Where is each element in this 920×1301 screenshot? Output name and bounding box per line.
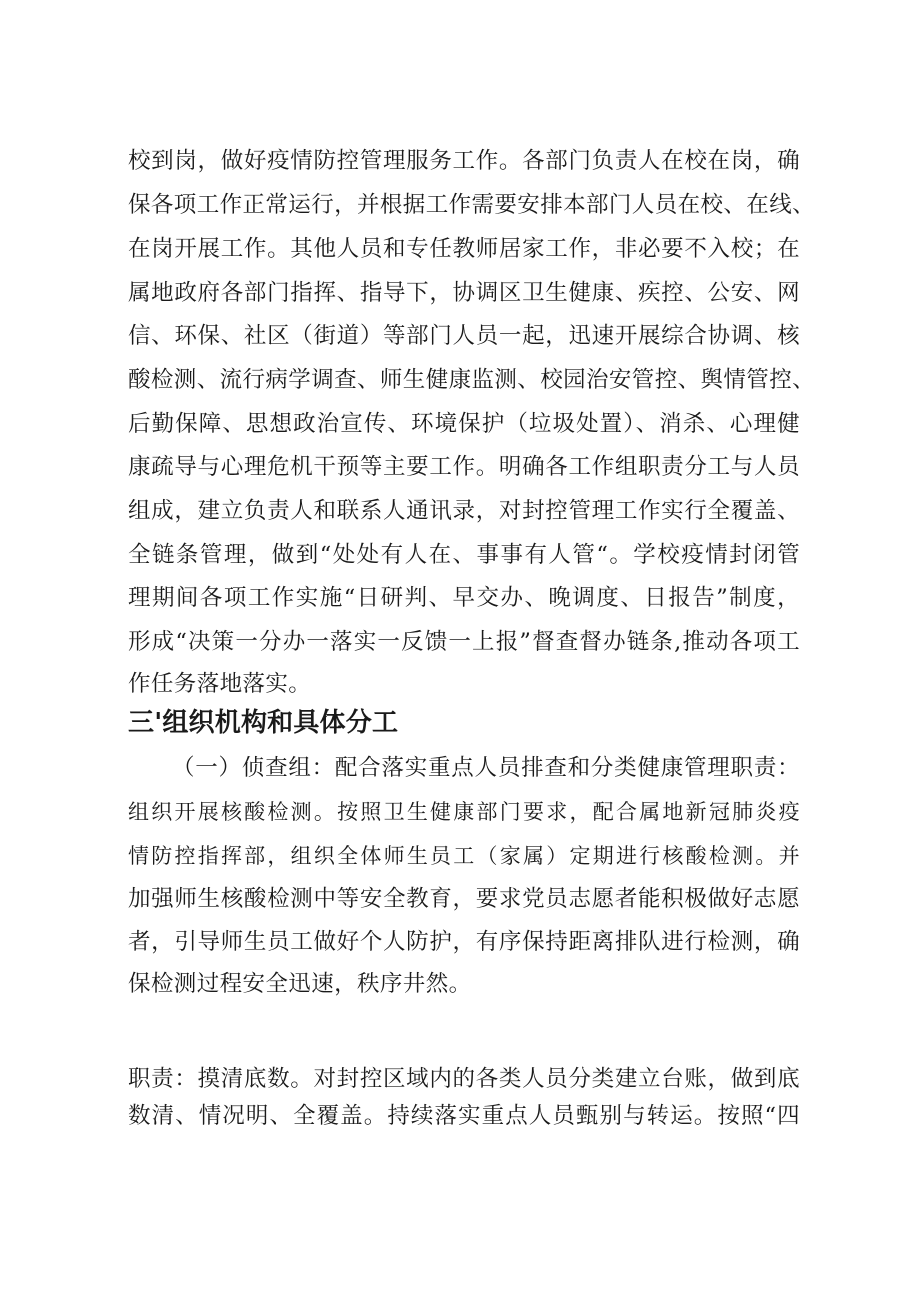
text-line: 属地政府各部门指挥、指导下，协调区卫生健康、疾控、公安、网: [128, 280, 800, 306]
text-line: 组成，建立负责人和联系人通讯录，对封控管理工作实行全覆盖、: [128, 498, 800, 524]
text-line: 组织开展核酸检测。按照卫生健康部门要求，配合属地新冠肺炎疫: [128, 800, 800, 824]
text-line: 作任务落地落实。: [128, 671, 312, 697]
text-line: 数清、情况明、全覆盖。持续落实重点人员甄别与转运。按照“四: [128, 1103, 800, 1129]
text-line: 形成“决策一分办一落实一反馈一上报”督查督办链条,推动各项工: [128, 629, 800, 655]
text-line: 理期间各项工作实施“日研判、早交办、晚调度、日报告”制度，: [128, 585, 800, 611]
text-line: 全链条管理，做到“处处有人在、事事有人管“。学校疫情封闭管: [128, 542, 800, 568]
text-line: 在岗开展工作。其他人员和专任教师居家工作，非必要不入校；在: [128, 236, 800, 262]
text-line: 保检测过程安全迅速，秩序井然。: [128, 971, 472, 997]
text-line: 者，引导师生员工做好个人防护，有序保持距离排队进行检测，确: [128, 929, 800, 955]
text-line: 情防控指挥部，组织全体师生员工（家属）定期进行核酸检测。并: [128, 844, 800, 868]
text-line: 职责：摸清底数。对封控区域内的各类人员分类建立台账，做到底: [128, 1066, 800, 1092]
text-line: 加强师生核酸检测中等安全教育，要求党员志愿者能积极做好志愿: [128, 886, 800, 912]
text-line: 信、环保、社区（街道）等部门人员一起，迅速开展综合协调、核: [128, 323, 800, 349]
text-line: 保各项工作正常运行，并根据工作需要安排本部门人员在校、在线、: [128, 192, 816, 218]
text-line: （一）侦查组：配合落实重点人员排查和分类健康管理职责：: [172, 755, 800, 781]
text-line: 酸检测、流行病学调查、师生健康监测、校园治安管控、舆情管控、: [128, 367, 816, 393]
text-line: 康疏导与心理危机干预等主要工作。明确各工作组职责分工与人员: [128, 454, 800, 480]
text-line: 校到岗，做好疫情防控管理服务工作。各部门负责人在校在岗，确: [128, 148, 800, 174]
text-line: 后勤保障、思想政治宣传、环境保护（垃圾处置）、消杀、心理健: [128, 411, 800, 437]
section-heading: 三'组织机构和具体分工: [128, 708, 399, 738]
